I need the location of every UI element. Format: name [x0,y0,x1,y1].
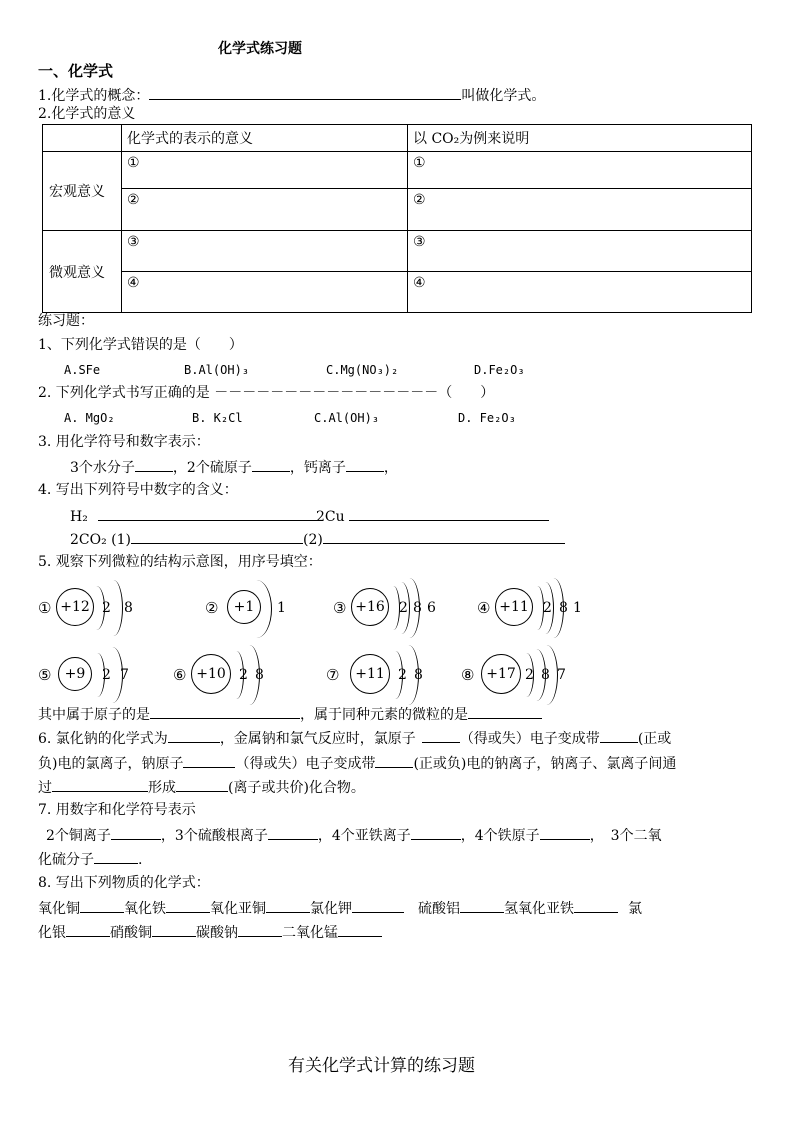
p2-option-d[interactable]: D. Fe₂O₃ [458,411,516,425]
p6-blank[interactable] [422,730,460,743]
shell-count: 8 [255,667,264,683]
p8-compound: 化银 [38,925,66,941]
p4-cu: 2Cu [316,509,345,525]
p8-blank[interactable] [152,924,196,937]
p8-compound: 硝酸铜 [110,925,152,941]
micro-example-2[interactable]: ④ [408,272,752,313]
shell-count: 2 [525,667,534,683]
p7-blank[interactable] [111,827,161,840]
particle-7-nucleus: +11 [350,654,390,694]
macro-example-2[interactable]: ② [408,189,752,231]
particle-3-index: ③ [333,599,347,617]
micro-example-1[interactable]: ③ [408,231,752,272]
p3-tail: ， [383,460,398,476]
p4-h2-row [70,508,320,524]
p3-blank-water[interactable] [135,459,173,472]
shell-count: 2 [399,600,408,616]
particle-6 [173,647,283,707]
particle-4-nucleus: +11 [495,588,533,626]
p8-blank[interactable] [266,900,310,913]
p8-blank[interactable] [238,924,282,937]
p7-text: 2个铜离子 [46,828,111,844]
p1-option-b[interactable]: B.Al(OH)₃ [184,363,250,377]
p3-question: 3. 用化学符号和数字表示： [38,434,210,450]
particle-4-index: ④ [477,599,491,617]
p1-option-a[interactable]: A.SFe [64,363,101,377]
particle-7 [326,647,436,707]
shell-count: 8 [124,600,133,616]
shell-count: 1 [277,600,286,616]
p7-text: ，4个铁原子 [460,828,540,844]
p8-compound: 二氧化锰 [282,925,338,941]
p1-question: 1、下列化学式错误的是（ ） [38,337,243,353]
p8-line-2 [38,924,382,940]
shell-count: 2 [102,600,111,616]
table-corner [43,125,122,152]
particle-1-index: ① [38,599,52,617]
p5-answer-atoms: 其中属于原子的是 [38,707,150,723]
macro-meaning-2[interactable]: ② [122,189,408,231]
p8-blank[interactable] [574,900,618,913]
shell-count: 2 [239,667,248,683]
p5-question: 5. 观察下列微粒的结构示意图，用序号填空： [38,554,322,570]
p3-blank-sulfur[interactable] [252,459,290,472]
p6-text: 负)电的氯离子，钠原子 [38,756,184,772]
p8-blank[interactable] [166,900,210,913]
particle-8-nucleus: +17 [481,654,521,694]
meaning-table [42,124,752,313]
macro-meaning-1[interactable]: ① [122,152,408,189]
macro-example-1[interactable]: ① [408,152,752,189]
particle-1-nucleus: +12 [56,588,94,626]
p7-text: ， 3个二氧 [589,828,662,844]
p6-text: 6. 氯化钠的化学式为 [38,731,168,747]
p8-blank[interactable] [66,924,110,937]
p7-blank[interactable] [268,827,318,840]
p8-blank[interactable] [460,900,504,913]
particle-3 [333,580,453,640]
micro-label: 微观意义 [43,231,122,313]
p6-line-2 [38,755,676,771]
p6-text: (正或负)电的钠离子，钠离子、氯离子间通 [413,756,677,772]
footer-title: 有关化学式计算的练习题 [288,1056,475,1076]
particle-7-index: ⑦ [326,666,340,684]
p6-text: （得或失）电子变成带 [459,731,600,747]
concept-question [38,87,545,103]
p4-co2: 2CO₂ (1) [70,532,131,548]
section-heading: 一、化学式 [38,62,114,80]
concept-blank[interactable] [149,87,461,100]
p6-blank[interactable] [52,779,148,792]
shell-count: 8 [414,667,423,683]
p3-blank-calcium[interactable] [346,459,384,472]
particle-8-index: ⑧ [461,666,475,684]
p8-blank[interactable] [338,924,382,937]
p1-option-c[interactable]: C.Mg(NO₃)₂ [326,363,399,377]
shell-count: 7 [120,667,129,683]
p7-blank[interactable] [94,851,138,864]
p4-co2-second: (2) [303,532,323,548]
p6-blank[interactable] [375,755,413,768]
shell-count: 8 [559,600,568,616]
p4-co2-blank-1[interactable] [131,531,303,544]
p4-co2-blank-2[interactable] [323,531,565,544]
p4-h2: H₂ [70,509,88,525]
shell-arc [241,580,272,638]
p7-text: ，4个亚铁离子 [317,828,411,844]
p8-compound: 氧化亚铜 [210,901,266,917]
p8-compound: 碳酸钠 [196,925,238,941]
p6-blank[interactable] [168,730,220,743]
shell-count: 8 [413,600,422,616]
p6-text: （得或失）电子变成带 [235,756,376,772]
p8-compound: 氯化钾 [310,901,352,917]
shell-count: 6 [427,600,436,616]
p6-blank[interactable] [183,755,235,768]
table-header-meaning: 化学式的表示的意义 [122,125,408,152]
p6-line-3 [38,779,365,795]
p5-answer [38,706,542,722]
p3-items [70,459,398,475]
particle-6-index: ⑥ [173,666,187,684]
shell-count: 8 [541,667,550,683]
p5-blank-atoms[interactable] [150,706,300,719]
p8-compound: 氧化铁 [124,901,166,917]
p6-text: ，金属钠和氯气反应时，氯原子 [219,731,416,747]
particle-5-nucleus: +9 [58,657,92,691]
practice-label: 练习题： [38,313,94,329]
p8-compound: 氧化铜 [38,901,80,917]
page-title: 化学式练习题 [218,41,302,57]
p8-blank[interactable] [352,900,404,913]
particle-6-nucleus: +10 [191,654,231,694]
shell-count: 2 [543,600,552,616]
p6-line-1 [38,730,671,746]
p4-question: 4. 写出下列符号中数字的含义： [38,482,238,498]
particle-2-index: ② [205,599,219,617]
shell-count: 2 [102,667,111,683]
meaning-label: 2.化学式的意义 [38,106,136,122]
p7-text: 化硫分子 [38,852,94,868]
p8-question: 8. 写出下列物质的化学式： [38,875,210,891]
micro-meaning-2[interactable]: ④ [122,272,408,313]
p7-blank[interactable] [540,827,590,840]
p3-calcium: ，钙离子 [289,460,346,476]
p7-text: . [138,852,143,868]
p8-compound: 氯 [628,901,642,917]
p6-text: 形成 [148,780,176,796]
p7-line-1 [46,827,662,843]
shell-count: 7 [557,667,566,683]
table-header-example: 以 CO₂为例来说明 [408,125,752,152]
p8-compound: 氢氧化亚铁 [504,901,574,917]
p5-blank-element[interactable] [468,706,542,719]
p3-sulfur: ，2个硫原子 [172,460,252,476]
particle-8 [461,647,581,707]
p8-compound: 硫酸铝 [418,901,460,917]
p4-cu-blank[interactable] [349,508,549,521]
particle-1 [38,580,148,640]
shell-count: 2 [398,667,407,683]
p8-line-1 [38,900,642,916]
shell-count: 1 [573,600,582,616]
p2-option-b[interactable]: B. K₂Cl [192,411,243,425]
p4-co2-row [70,531,565,547]
p6-blank[interactable] [600,730,638,743]
p4-cu-row [316,508,549,524]
p2-option-a[interactable]: A. MgO₂ [64,411,115,425]
p6-blank[interactable] [176,779,228,792]
p7-blank[interactable] [411,827,461,840]
particle-5 [38,647,148,707]
p2-question: 2. 下列化学式书写正确的是 －－－－－－－－－－－－－－－－（ ） [38,385,495,401]
particle-2 [205,580,305,640]
p6-text: 过 [38,780,52,796]
micro-meaning-1[interactable]: ③ [122,231,408,272]
particle-4 [477,580,597,640]
p7-text: ，3个硫酸根离子 [160,828,268,844]
p6-text: (离子或共价)化合物。 [228,780,365,796]
p7-question: 7. 用数字和化学符号表示 [38,802,196,818]
p5-answer-element: ，属于同种元素的微粒的是 [300,707,468,723]
particle-5-index: ⑤ [38,666,52,684]
particle-2-nucleus: +1 [227,590,261,624]
p7-line-2 [38,851,142,867]
macro-label: 宏观意义 [43,152,122,231]
p2-option-c[interactable]: C.Al(OH)₃ [314,411,380,425]
concept-prefix: 1.化学式的概念： [38,88,150,104]
p1-option-d[interactable]: D.Fe₂O₃ [474,363,525,377]
particle-3-nucleus: +16 [351,588,389,626]
p6-text: (正或 [637,731,672,747]
concept-suffix: 叫做化学式。 [461,88,546,104]
p8-blank[interactable] [80,900,124,913]
p3-water: 3个水分子 [70,460,135,476]
p4-h2-blank[interactable] [98,508,320,521]
